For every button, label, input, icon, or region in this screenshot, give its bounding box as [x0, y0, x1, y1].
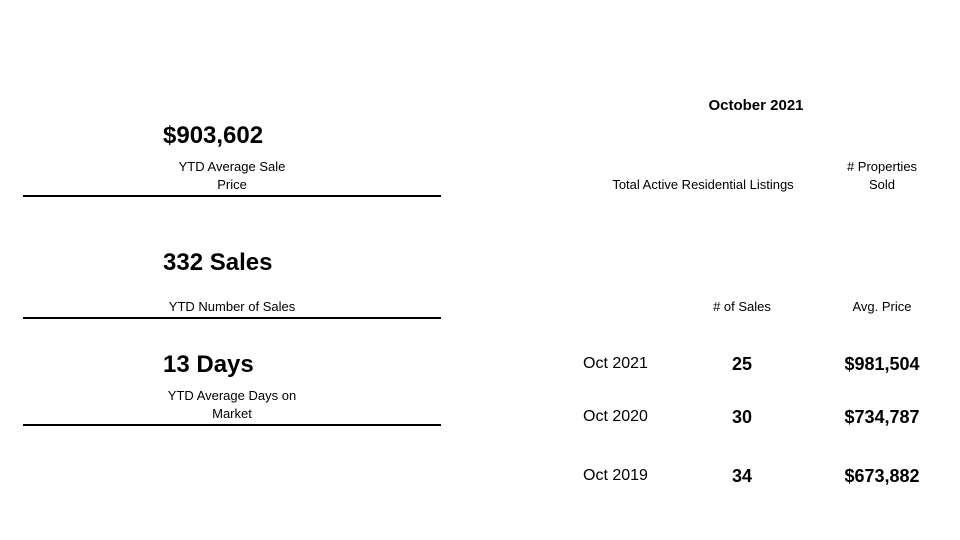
caption-line: YTD Average Days on — [167, 388, 297, 403]
month-heading: October 2021 — [708, 97, 804, 114]
row-sales-count: 25 — [731, 354, 753, 374]
divider-line — [23, 317, 441, 319]
average-price-column-header: Avg. Price — [852, 299, 912, 314]
row-average-price: $673,882 — [844, 466, 920, 486]
ytd-average-days-value: 13 Days — [163, 351, 254, 378]
row-period: Oct 2019 — [583, 467, 648, 484]
number-of-sales-column-header: # of Sales — [713, 299, 771, 314]
caption-line: YTD Number of Sales — [168, 299, 296, 314]
ytd-number-of-sales-value: 332 Sales — [163, 249, 273, 276]
row-period: Oct 2020 — [583, 408, 648, 425]
caption-line: Market — [212, 406, 252, 421]
row-period: Oct 2021 — [583, 355, 648, 372]
ytd-average-sale-price-value: $903,602 — [163, 122, 264, 149]
properties-sold-header — [822, 158, 942, 194]
divider-line — [23, 195, 441, 197]
header-line: Sold — [868, 177, 896, 192]
caption-line: YTD Average Sale — [178, 159, 286, 174]
ytd-average-days-caption — [132, 387, 332, 423]
row-average-price: $981,504 — [844, 354, 920, 374]
row-sales-count: 30 — [731, 407, 753, 427]
caption-line: Price — [217, 177, 247, 192]
header-line: # Properties — [846, 159, 918, 174]
total-active-listings-header: Total Active Residential Listings — [612, 177, 794, 192]
ytd-number-of-sales-caption — [132, 298, 332, 316]
row-sales-count: 34 — [731, 466, 753, 486]
divider-line — [23, 424, 441, 426]
ytd-average-sale-price-caption — [132, 158, 332, 194]
row-average-price: $734,787 — [844, 407, 920, 427]
